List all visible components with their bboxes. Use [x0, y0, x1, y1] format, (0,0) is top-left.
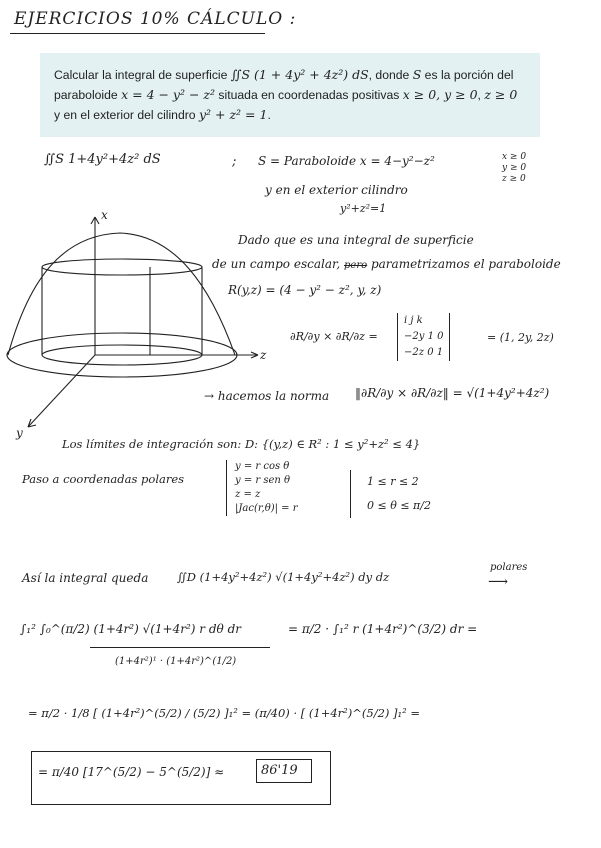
integration-limits: Los límites de integración son: D: {(y,z) ∈ R² : 1 ≤ y²+z² ≤ 4}: [62, 437, 421, 451]
double-integral-polar: ∫₁² ∫₀^(π/2) (1+4r²) √(1+4r²) r dθ dr: [20, 622, 241, 636]
norm-expression: ‖∂R/∂y × ∂R/∂z‖ = √(1+4y²+4z²): [355, 386, 550, 400]
polar-ranges: 1 ≤ r ≤ 2 0 ≤ θ ≤ π/2: [350, 470, 431, 518]
determinant-matrix: i j k −2y 1 0 −2z 0 1: [397, 313, 450, 361]
notes-exterior: y en el exterior cilindro: [265, 183, 408, 197]
integral-expression-polar: ∬D (1+4y²+4z²) √(1+4y²+4z²) dy dz: [177, 570, 390, 584]
polar-equations: y = r cos θ y = r sen θ z = z |Jac(r,θ)| = r: [226, 460, 298, 516]
cross-product-lhs: ∂R/∂y × ∂R/∂z =: [290, 330, 378, 343]
notes-conditions: x ≥ 0 y ≥ 0 z ≥ 0: [502, 152, 527, 184]
equation-step-2: = π/2 · 1/8 [ (1+4r²)^(5/2) / (5/2) ]₁² = (π/40) · [ (1+4r²)^(5/2) ]₁² =: [28, 706, 421, 720]
axis-label-y: y: [16, 426, 23, 440]
final-expression: = π/40 [17^(5/2) − 5^(5/2)] ≈: [38, 765, 225, 779]
polares-note: polares: [490, 562, 528, 573]
axis-label-z: z: [260, 348, 267, 362]
surface-equation: x = 4 − y² − z²: [121, 87, 216, 102]
notes-parametrization: R(y,z) = (4 − y² − z², y, z): [228, 283, 382, 297]
notes-semicolon: ;: [232, 154, 237, 169]
integral-expression: ∬S (1 + 4y² + 4z²) dS: [230, 67, 369, 82]
notes-integral: ∬S 1+4y²+4z² dS: [44, 152, 161, 167]
polar-label: Paso a coordenadas polares: [22, 472, 185, 486]
problem-text: Calcular la integral de superficie ∬S (1 + 4y² + 4z²) dS, donde S es la porción del paraboloide x = 4 − y² − z² situada en coordenadas positivas x ≥ 0, y ≥ 0, z ≥ 0 y en el exterior del cilindro y² + z² = 1.: [54, 67, 518, 122]
problem-statement: [40, 53, 540, 137]
integral-label: Así la integral queda: [22, 571, 149, 585]
arrow-icon: ⟶: [488, 574, 509, 590]
equation-step-1: = π/2 · ∫₁² r (1+4r²)^(3/2) dr =: [288, 622, 478, 636]
norm-text: → hacemos la norma: [204, 389, 330, 403]
cylinder-top: [42, 259, 202, 275]
underbrace-note: (1+4r²)¹ · (1+4r²)^(1/2): [115, 656, 237, 667]
underbrace: [90, 647, 270, 648]
notes-cylinder: y²+z²=1: [340, 202, 387, 215]
y-axis: [28, 355, 95, 427]
notes-para1-line2: de un campo escalar, pero parametrizamos el paraboloide: [212, 257, 561, 271]
page-title: EJERCICIOS 10% CÁLCULO :: [14, 9, 297, 29]
cylinder-equation: y² + z² = 1: [198, 107, 268, 122]
notes-surface: S = Paraboloide x = 4−y²−z²: [258, 154, 435, 168]
notes-para1-line1: Dado que es una integral de superficie: [238, 233, 474, 247]
result-value: 86'19: [261, 763, 298, 778]
title-underline: [10, 33, 265, 34]
cross-product-result: = (1, 2y, 2z): [487, 331, 554, 344]
axis-label-x: x: [101, 208, 108, 222]
